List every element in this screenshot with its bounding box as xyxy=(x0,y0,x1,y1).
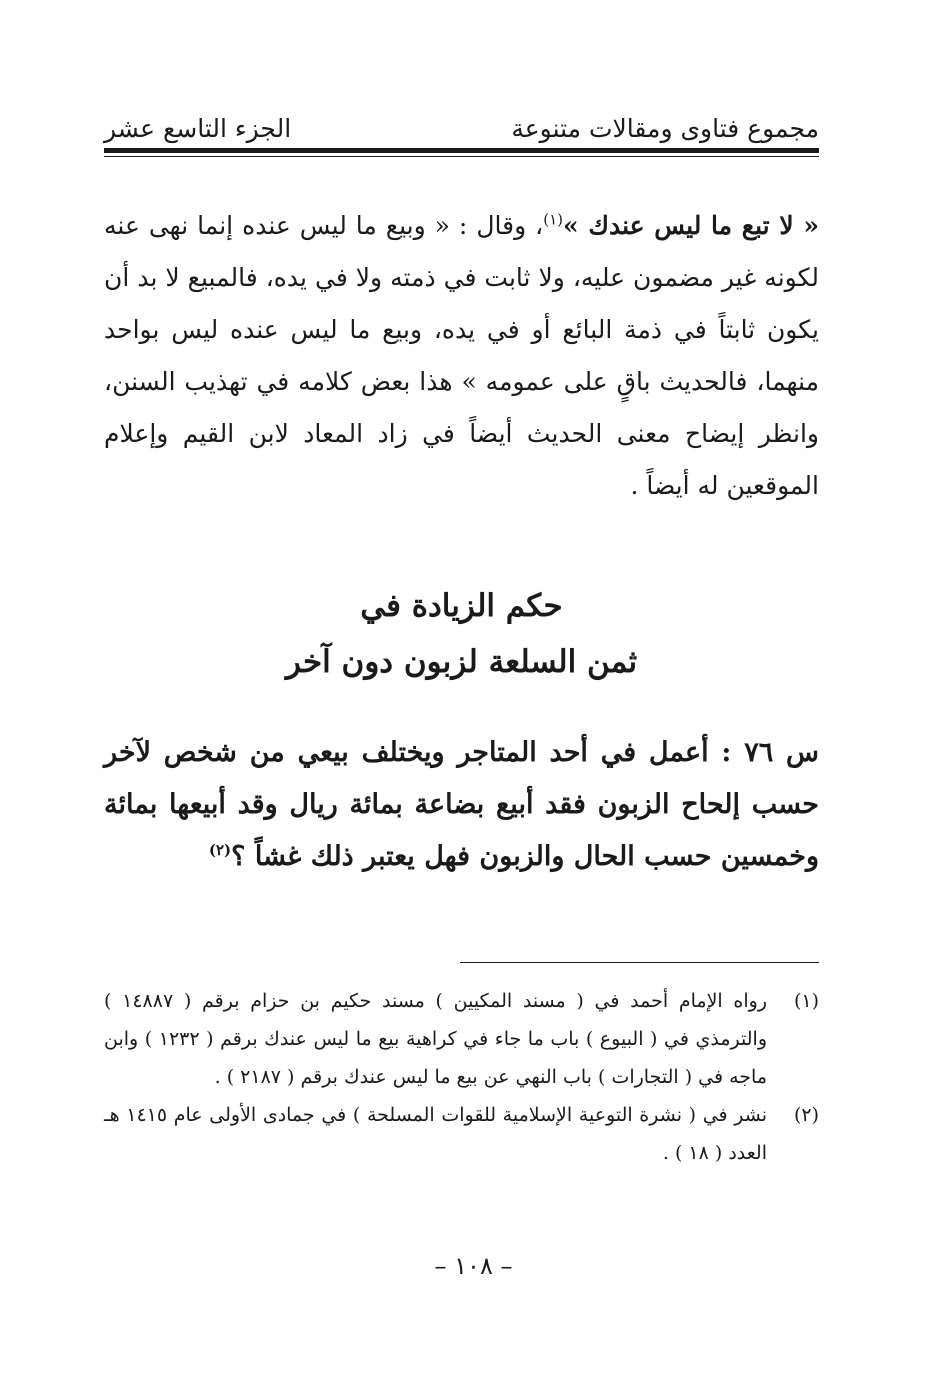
footnote-marker: (٢) xyxy=(793,1104,819,1126)
footnote-1 xyxy=(104,982,819,1096)
body-text-continuation: ، وقال : « وبيع ما ليس عنده إنما نهى عنه لكونه غير مضمون عليه، ولا ثابت في ذمته ولا في يده، فالمبيع لا بد أن يكون ثابتاً في ذمة البائع أو في يده، وبيع ما ليس عنده ليس بواحد منهما، فالحديث باقٍ على عمومه » هذا بعض كلامه في تهذيب السنن، وانظر إيضاح معنى الحديث أيضاً في زاد المعاد لابن القيم وإعلام الموقعين له أيضاً . xyxy=(104,211,819,500)
section-title-line-1: حكم الزيادة في xyxy=(360,588,563,624)
section-title-line-2: ثمن السلعة لزبون دون آخر xyxy=(285,644,638,680)
question-text: س ٧٦ : أعمل في أحد المتاجر ويختلف بيعي من شخص لآخر حسب إلحاح الزبون فقد أبيع بضاعة بمائة ريال وقد أبيعها بمائة وخمسين حسب الحال والزبون فهل يعتبر ذلك غشاً ؟ xyxy=(104,737,819,872)
body-paragraph xyxy=(104,200,819,512)
footnotes xyxy=(104,982,819,1172)
page-number: – ١٠٨ – xyxy=(434,1252,513,1280)
running-header xyxy=(104,108,819,148)
footnote-2 xyxy=(104,1096,819,1172)
footnote-text: رواه الإمام أحمد في ( مسند المكيين ) مسند حكيم بن حزام برقم ( ١٤٨٨٧ ) والترمذي في ( البيوع ) باب ما جاء في كراهية بيع ما ليس عندك برقم ( ١٢٣٢ ) وابن ماجه في ( التجارات ) باب النهي عن بيع ما ليس عندك برقم ( ٢١٨٧ ) . xyxy=(104,990,768,1088)
footnote-ref-2: (٢) xyxy=(208,841,232,859)
hadith-quote: « لا تبع ما ليس عندك » xyxy=(562,211,819,240)
section-heading xyxy=(104,578,819,690)
header-rule-thick xyxy=(104,148,819,153)
footnote-ref-1: (١) xyxy=(543,210,563,229)
footnote-text: نشر في ( نشرة التوعية الإسلامية للقوات المسلحة ) في جمادى الأولى عام ١٤١٥ هـ العدد ( ١٨ ) . xyxy=(104,1104,767,1164)
header-rule-thin xyxy=(104,156,819,157)
footnote-marker: (١) xyxy=(793,990,819,1012)
footnote-separator xyxy=(460,962,819,963)
question-paragraph xyxy=(104,727,819,883)
book-title: مجموع فتاوى ومقالات متنوعة xyxy=(511,113,819,143)
volume-label: الجزء التاسع عشر xyxy=(104,113,292,143)
